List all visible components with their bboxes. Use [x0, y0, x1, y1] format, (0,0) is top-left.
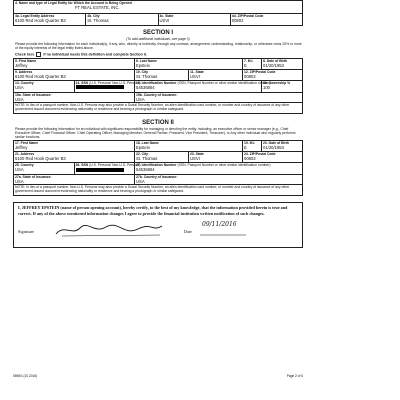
signature-scribble	[54, 222, 164, 238]
s1-last-name: Epstein	[136, 62, 150, 68]
s2-dob-cell	[262, 141, 303, 152]
s1-city: St. Thomas	[136, 73, 158, 79]
s2-issuance-country: USA	[136, 179, 145, 185]
beneficial-ownership-form	[13, 0, 303, 248]
s1-last-name-label: 6. Last Name	[136, 58, 157, 63]
s1-ownership-cell	[262, 80, 303, 92]
no-owner-checkbox[interactable]	[36, 52, 41, 57]
s1-dob: 01/20/1953	[263, 62, 284, 68]
s2-mi-cell	[243, 141, 262, 152]
s2-mi-label: 19. M.I.	[244, 141, 256, 146]
s2-first-name: Jeffrey	[15, 145, 28, 151]
entity-city: St. Thomas	[87, 18, 109, 23]
s1-issuance-country-label: 15b. Country of Issuance:	[136, 92, 178, 97]
date-row	[184, 229, 192, 234]
s1-address-label: 9. Address	[15, 69, 33, 74]
s2-id-sub: (SSN, Passport Number or other similar identification number)	[177, 163, 271, 168]
s2-ssn-label: 26. SSN	[75, 163, 89, 168]
section-2-table	[13, 140, 303, 196]
s2-city-label: 22. City	[136, 152, 149, 157]
s2-zip: 00802	[244, 156, 256, 162]
entity-address-cell	[14, 14, 86, 26]
s1-address: 6100 Red Hook Quarter B3	[15, 73, 66, 79]
s2-last-name-label: 18. Last Name	[136, 141, 159, 146]
s2-first-name-cell	[14, 141, 135, 152]
s2-zip-label: 24. ZIP/Postal Code	[244, 152, 276, 157]
entity-state: USVI	[159, 18, 170, 23]
s2-ssn-redaction	[76, 168, 124, 172]
s2-country-label: 25. Country	[15, 163, 34, 168]
s2-state-label: 23. State	[190, 152, 204, 157]
s1-ssn-cell	[74, 80, 141, 92]
date-label: Date	[184, 229, 192, 235]
s1-issuance-country-cell	[135, 92, 303, 102]
s1-zip: 00802	[244, 73, 256, 79]
entity-name: FT REAL ESTATE, INC.	[75, 5, 120, 10]
page-number: Page 2 of 5	[286, 374, 303, 378]
section-1-intro: Please provide the following information for each individual(s), if any, who, directly or indirectly, through any contract, arrangement, understanding, relationship, or otherwise owns 25% or more of the equity interests of the legal entity listed above.	[15, 42, 302, 51]
s2-mi: E	[244, 145, 247, 151]
s1-id-label: 15. Identification Number	[136, 80, 177, 85]
s1-country-cell	[14, 80, 75, 92]
s2-state: USVI	[190, 156, 200, 162]
s2-id-cell	[135, 163, 303, 175]
s1-address-cell	[14, 69, 135, 80]
s2-address: 6100 Red Hook Quarter B3	[15, 156, 66, 162]
s1-first-name-cell	[14, 58, 135, 69]
s1-ssn-label: 14. SSN	[75, 80, 89, 85]
s2-country: USA	[15, 167, 24, 173]
s1-mi-label: 7. M.I.	[244, 58, 254, 63]
s2-dob-label: 20. Date of Birth	[263, 141, 289, 146]
section-1-title: SECTION I	[142, 30, 173, 36]
s2-id-value: 54536864	[136, 167, 155, 173]
s1-zip-label: 12. ZIP/Postal Code	[244, 69, 276, 74]
s1-dob-label: 8. Date of Birth	[263, 58, 288, 63]
check-here-tail: if no individual meets this definition and complete Section II.	[43, 52, 147, 57]
s2-address-label: 21. Address	[15, 152, 35, 157]
s1-state: USVI	[190, 73, 200, 79]
form-code: 5598G (10.2016)	[13, 374, 38, 378]
s2-last-name: Epstein	[136, 145, 150, 151]
s1-ssn-sub: (U.S. Persons/ Non-U.S. Persons)	[89, 80, 141, 85]
s1-city-label: 10. City	[136, 69, 149, 74]
date-underline	[200, 234, 246, 236]
s2-issuance-state-label: 27a. State of Issuance:	[15, 175, 52, 180]
entity-state-label: 4c. State	[159, 14, 174, 18]
s1-issuance-state: USA	[15, 96, 24, 102]
entity-zip: 00802	[231, 18, 244, 23]
signature-label: Signature	[18, 229, 35, 235]
page-footer	[13, 374, 303, 378]
s2-issuance-country-cell	[135, 175, 303, 185]
entity-city-label: 4b. City	[87, 14, 100, 18]
s2-issuance-country-label: 27b. Country of Issuance:	[136, 175, 178, 180]
s2-city: St. Thomas	[136, 156, 158, 162]
s1-issuance-state-label: 15a. State of Issuance:	[15, 92, 52, 97]
check-here-label: Check here	[15, 52, 35, 57]
s1-city-cell	[135, 69, 189, 80]
date-handwritten: 09/11/2016	[202, 221, 237, 229]
s1-ssn-redaction	[76, 85, 124, 89]
s1-mi: E	[244, 62, 247, 68]
s1-country: USA	[15, 84, 24, 90]
no-owner-check-row	[15, 52, 303, 57]
s1-issuance-state-cell	[14, 92, 135, 102]
s1-first-name-label: 5. First Name	[15, 58, 37, 63]
s1-state-cell	[189, 69, 243, 80]
s2-ssn-cell	[74, 163, 141, 175]
entity-name-cell	[14, 1, 303, 14]
entity-state-cell	[158, 14, 230, 26]
s1-mi-cell	[243, 58, 262, 69]
entity-city-cell	[86, 14, 158, 26]
s1-country-label: 13. Country	[15, 80, 34, 85]
s2-dob: 01/20/1953	[263, 145, 284, 151]
s1-state-label: 11. State	[190, 69, 204, 74]
s2-issuance-state: USA	[15, 179, 24, 185]
certification-text: I, JEFFREY EPSTEIN (name of person opening account), hereby certify, to the best of my knowledge, that the information provided herein is true and correct. If any of the above mentioned information changes I agree to provide the financial institution written notification of such changes.	[18, 205, 288, 216]
s2-zip-cell	[243, 152, 303, 163]
s1-issuance-country: USA	[136, 96, 145, 102]
section-2-intro: Please provide the following information for an individual with significant responsibility for managing or directing the entity, including, an executive officer or senior manager (e.g., Chief Executive Officer, Chief Financial Officer, Chief Operating Officer, Managing Member, General Partner, President, Vice President, Treasurer); or Any other individual who regularly performs similar functions.	[15, 126, 296, 140]
certification-box	[13, 202, 303, 248]
section-1-table	[13, 58, 303, 114]
s1-id-sub: (SSN, Passport Number or other similar identification number)	[177, 80, 271, 85]
s2-address-cell	[14, 152, 135, 163]
s1-dob-cell	[262, 58, 303, 69]
entity-zip-label: 4d. ZIP/Postal Code	[231, 14, 264, 18]
s2-first-name-label: 17. First Name	[15, 141, 39, 146]
s2-state-cell	[189, 152, 243, 163]
s2-country-cell	[14, 163, 75, 175]
s1-note: NOTE: In lieu of a passport number, Non-U.S. Persons may also provide a Social Security Number, an alien identification card number, or number and country of issuance of any other government-issued document evidencing nationality or residence and bearing a photograph or similar safeguard.	[14, 102, 303, 113]
entity-table	[13, 0, 303, 26]
entity-address-label: 4a. Legal Entity Address	[15, 14, 55, 18]
s1-first-name: Jeffrey	[15, 62, 28, 68]
entity-address: 6100 Red Hook Quarter B3	[15, 18, 66, 23]
s2-city-cell	[135, 152, 189, 163]
entity-zip-cell	[230, 14, 302, 26]
s1-zip-cell	[243, 69, 303, 80]
s1-ownership: 100	[263, 84, 270, 90]
signature-row	[18, 229, 34, 234]
s2-ssn-sub: (U.S. Persons/ Non-U.S. Persons)	[89, 163, 141, 168]
s2-issuance-state-cell	[14, 175, 135, 185]
entity-name-label: 4. Name and type of Legal Entity for Which the Account is Being Opened	[15, 1, 132, 5]
section-2-title: SECTION II	[142, 119, 174, 126]
s1-id-value: 54536864	[136, 84, 155, 90]
s2-last-name-cell	[135, 141, 243, 152]
s1-ownership-label: 16. Ownership %	[263, 80, 291, 85]
s1-last-name-cell	[135, 58, 243, 69]
s2-id-label: 27. Identification Number	[136, 163, 177, 168]
s2-note: NOTE: In lieu of a passport number, Non-U.S. Persons may also provide a Social Security Number, an alien identification card number, or number and country of issuance of any other government-issued document evidencing nationality or residence and bearing a photograph or similar safeguard.	[14, 185, 303, 196]
section-1-subtitle: (To add additional individuals, see page 3)	[126, 37, 190, 41]
